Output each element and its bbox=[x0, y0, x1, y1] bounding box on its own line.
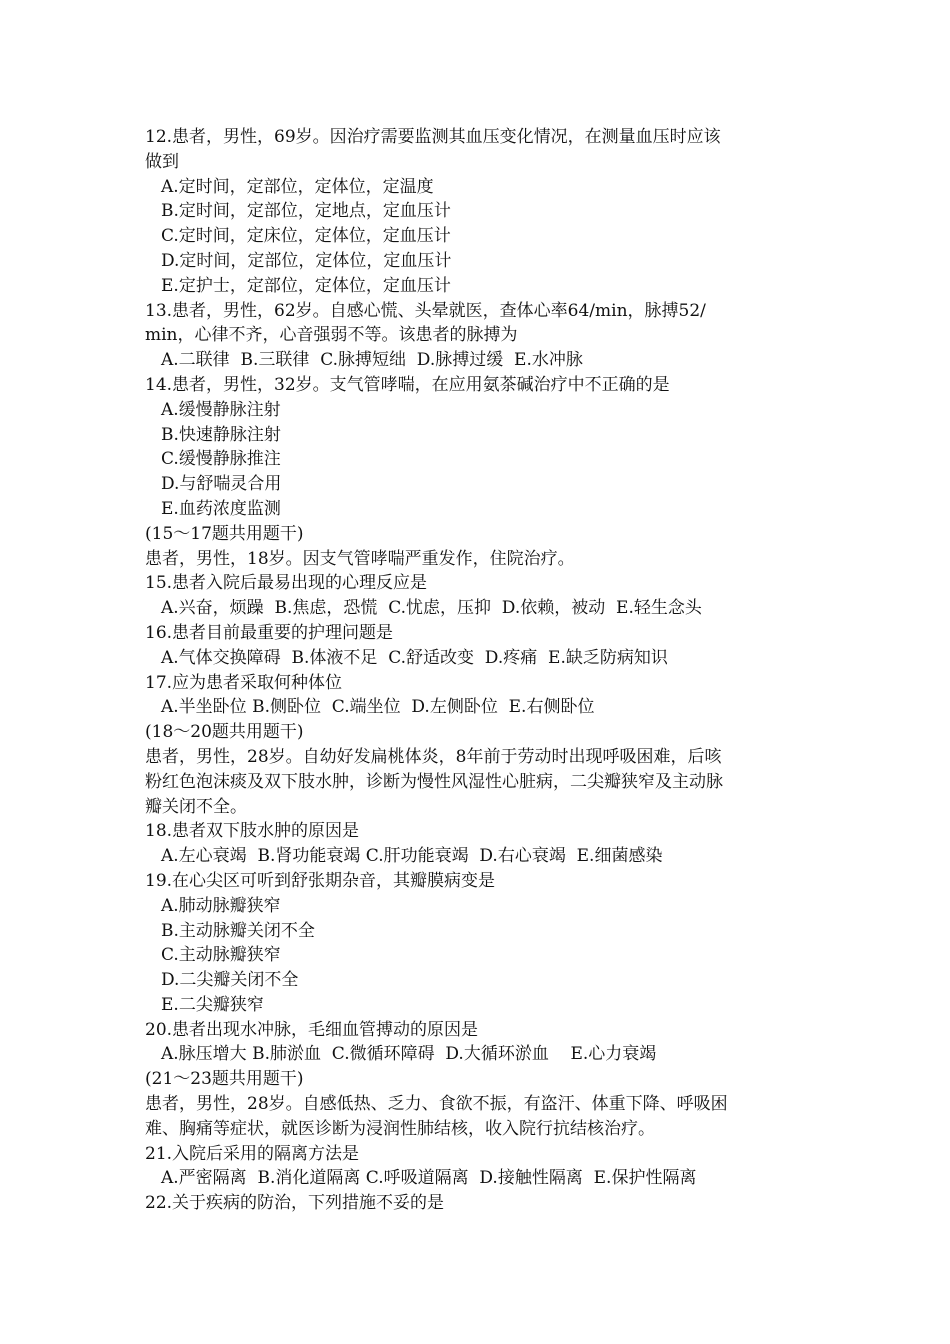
option-line: D.与舒喘灵合用 bbox=[161, 474, 282, 495]
option-line: A.兴奋，烦躁 B.焦虑，恐慌 C.忧虑，压抑 D.依赖，被动 E.轻生念头 bbox=[161, 598, 702, 619]
option-line: C.主动脉瓣狭窄 bbox=[161, 945, 281, 966]
option-line: A.二联律 B.三联律 C.脉搏短绌 D.脉搏过缓 E.水冲脉 bbox=[161, 350, 583, 371]
text-line: 20.患者出现水冲脉，毛细血管搏动的原因是 bbox=[145, 1019, 479, 1040]
text-line: 15.患者入院后最易出现的心理反应是 bbox=[145, 573, 428, 594]
option-line: C.定时间，定床位，定体位，定血压计 bbox=[161, 226, 451, 247]
option-line: B.定时间，定部位，定地点，定血压计 bbox=[161, 201, 451, 222]
text-line: 16.患者目前最重要的护理问题是 bbox=[145, 622, 394, 643]
text-line: 患者，男性，18岁。因支气管哮喘严重发作，住院治疗。 bbox=[145, 548, 575, 569]
option-line: D.定时间，定部位，定体位，定血压计 bbox=[161, 250, 452, 271]
text-line: min，心律不齐，心音强弱不等。该患者的脉搏为 bbox=[145, 325, 518, 346]
text-line: 21.入院后采用的隔离方法是 bbox=[145, 1143, 360, 1164]
option-line: A.半坐卧位 B.侧卧位 C.端坐位 D.左侧卧位 E.右侧卧位 bbox=[161, 697, 595, 718]
text-line: 患者，男性，28岁。自幼好发扁桃体炎，8年前于劳动时出现呼吸困难，后咳 bbox=[145, 746, 722, 767]
option-line: E.定护士，定部位，定体位，定血压计 bbox=[161, 275, 451, 296]
text-line: 14.患者，男性，32岁。支气管哮喘，在应用氨茶碱治疗中不正确的是 bbox=[145, 374, 670, 395]
text-line: (15～17题共用题干) bbox=[145, 523, 304, 544]
option-line: A.缓慢静脉注射 bbox=[161, 399, 281, 420]
option-line: A.肺动脉瓣狭窄 bbox=[161, 895, 281, 916]
option-line: A.气体交换障碍 B.体液不足 C.舒适改变 D.疼痛 E.缺乏防病知识 bbox=[161, 647, 668, 668]
option-line: C.缓慢静脉推注 bbox=[161, 449, 281, 470]
option-line: E.血药浓度监测 bbox=[161, 498, 281, 519]
option-line: A.严密隔离 B.消化道隔离 C.呼吸道隔离 D.接触性隔离 E.保护性隔离 bbox=[161, 1168, 697, 1189]
option-line: B.主动脉瓣关闭不全 bbox=[161, 920, 315, 941]
option-line: E.二尖瓣狭窄 bbox=[161, 994, 264, 1015]
text-line: 18.患者双下肢水肿的原因是 bbox=[145, 821, 360, 842]
option-line: A.定时间，定部位，定体位，定温度 bbox=[161, 176, 434, 197]
text-line: 瓣关闭不全。 bbox=[145, 796, 247, 817]
text-line: 17.应为患者采取何种体位 bbox=[145, 672, 343, 693]
text-line: 12.患者，男性，69岁。因治疗需要监测其血压变化情况，在测量血压时应该 bbox=[145, 127, 721, 147]
option-line: D.二尖瓣关闭不全 bbox=[161, 970, 299, 991]
option-line: B.快速静脉注射 bbox=[161, 424, 281, 445]
text-line: 做到 bbox=[145, 151, 179, 172]
document-body bbox=[145, 125, 810, 1216]
text-line: (18～20题共用题干) bbox=[145, 722, 304, 743]
text-line: 粉红色泡沫痰及双下肢水肿，诊断为慢性风湿性心脏病，二尖瓣狭窄及主动脉 bbox=[145, 771, 723, 792]
text-line: 22.关于疾病的防治，下列措施不妥的是 bbox=[145, 1193, 445, 1214]
text-line: (21～23题共用题干) bbox=[145, 1069, 304, 1090]
option-line: A.左心衰竭 B.肾功能衰竭 C.肝功能衰竭 D.右心衰竭 E.细菌感染 bbox=[161, 846, 663, 867]
text-line: 难、胸痛等症状，就医诊断为浸润性肺结核，收入院行抗结核治疗。 bbox=[145, 1118, 655, 1139]
text-line: 19.在心尖区可听到舒张期杂音，其瓣膜病变是 bbox=[145, 870, 496, 891]
text-line: 13.患者，男性，62岁。自感心慌、头晕就医，查体心率64/min，脉搏52/ bbox=[145, 300, 706, 321]
text-line: 患者，男性，28岁。自感低热、乏力、食欲不振，有盗汗、体重下降、呼吸困 bbox=[145, 1094, 728, 1115]
option-line: A.脉压增大 B.肺淤血 C.微循环障碍 D.大循环淤血 E.心力衰竭 bbox=[161, 1044, 657, 1065]
